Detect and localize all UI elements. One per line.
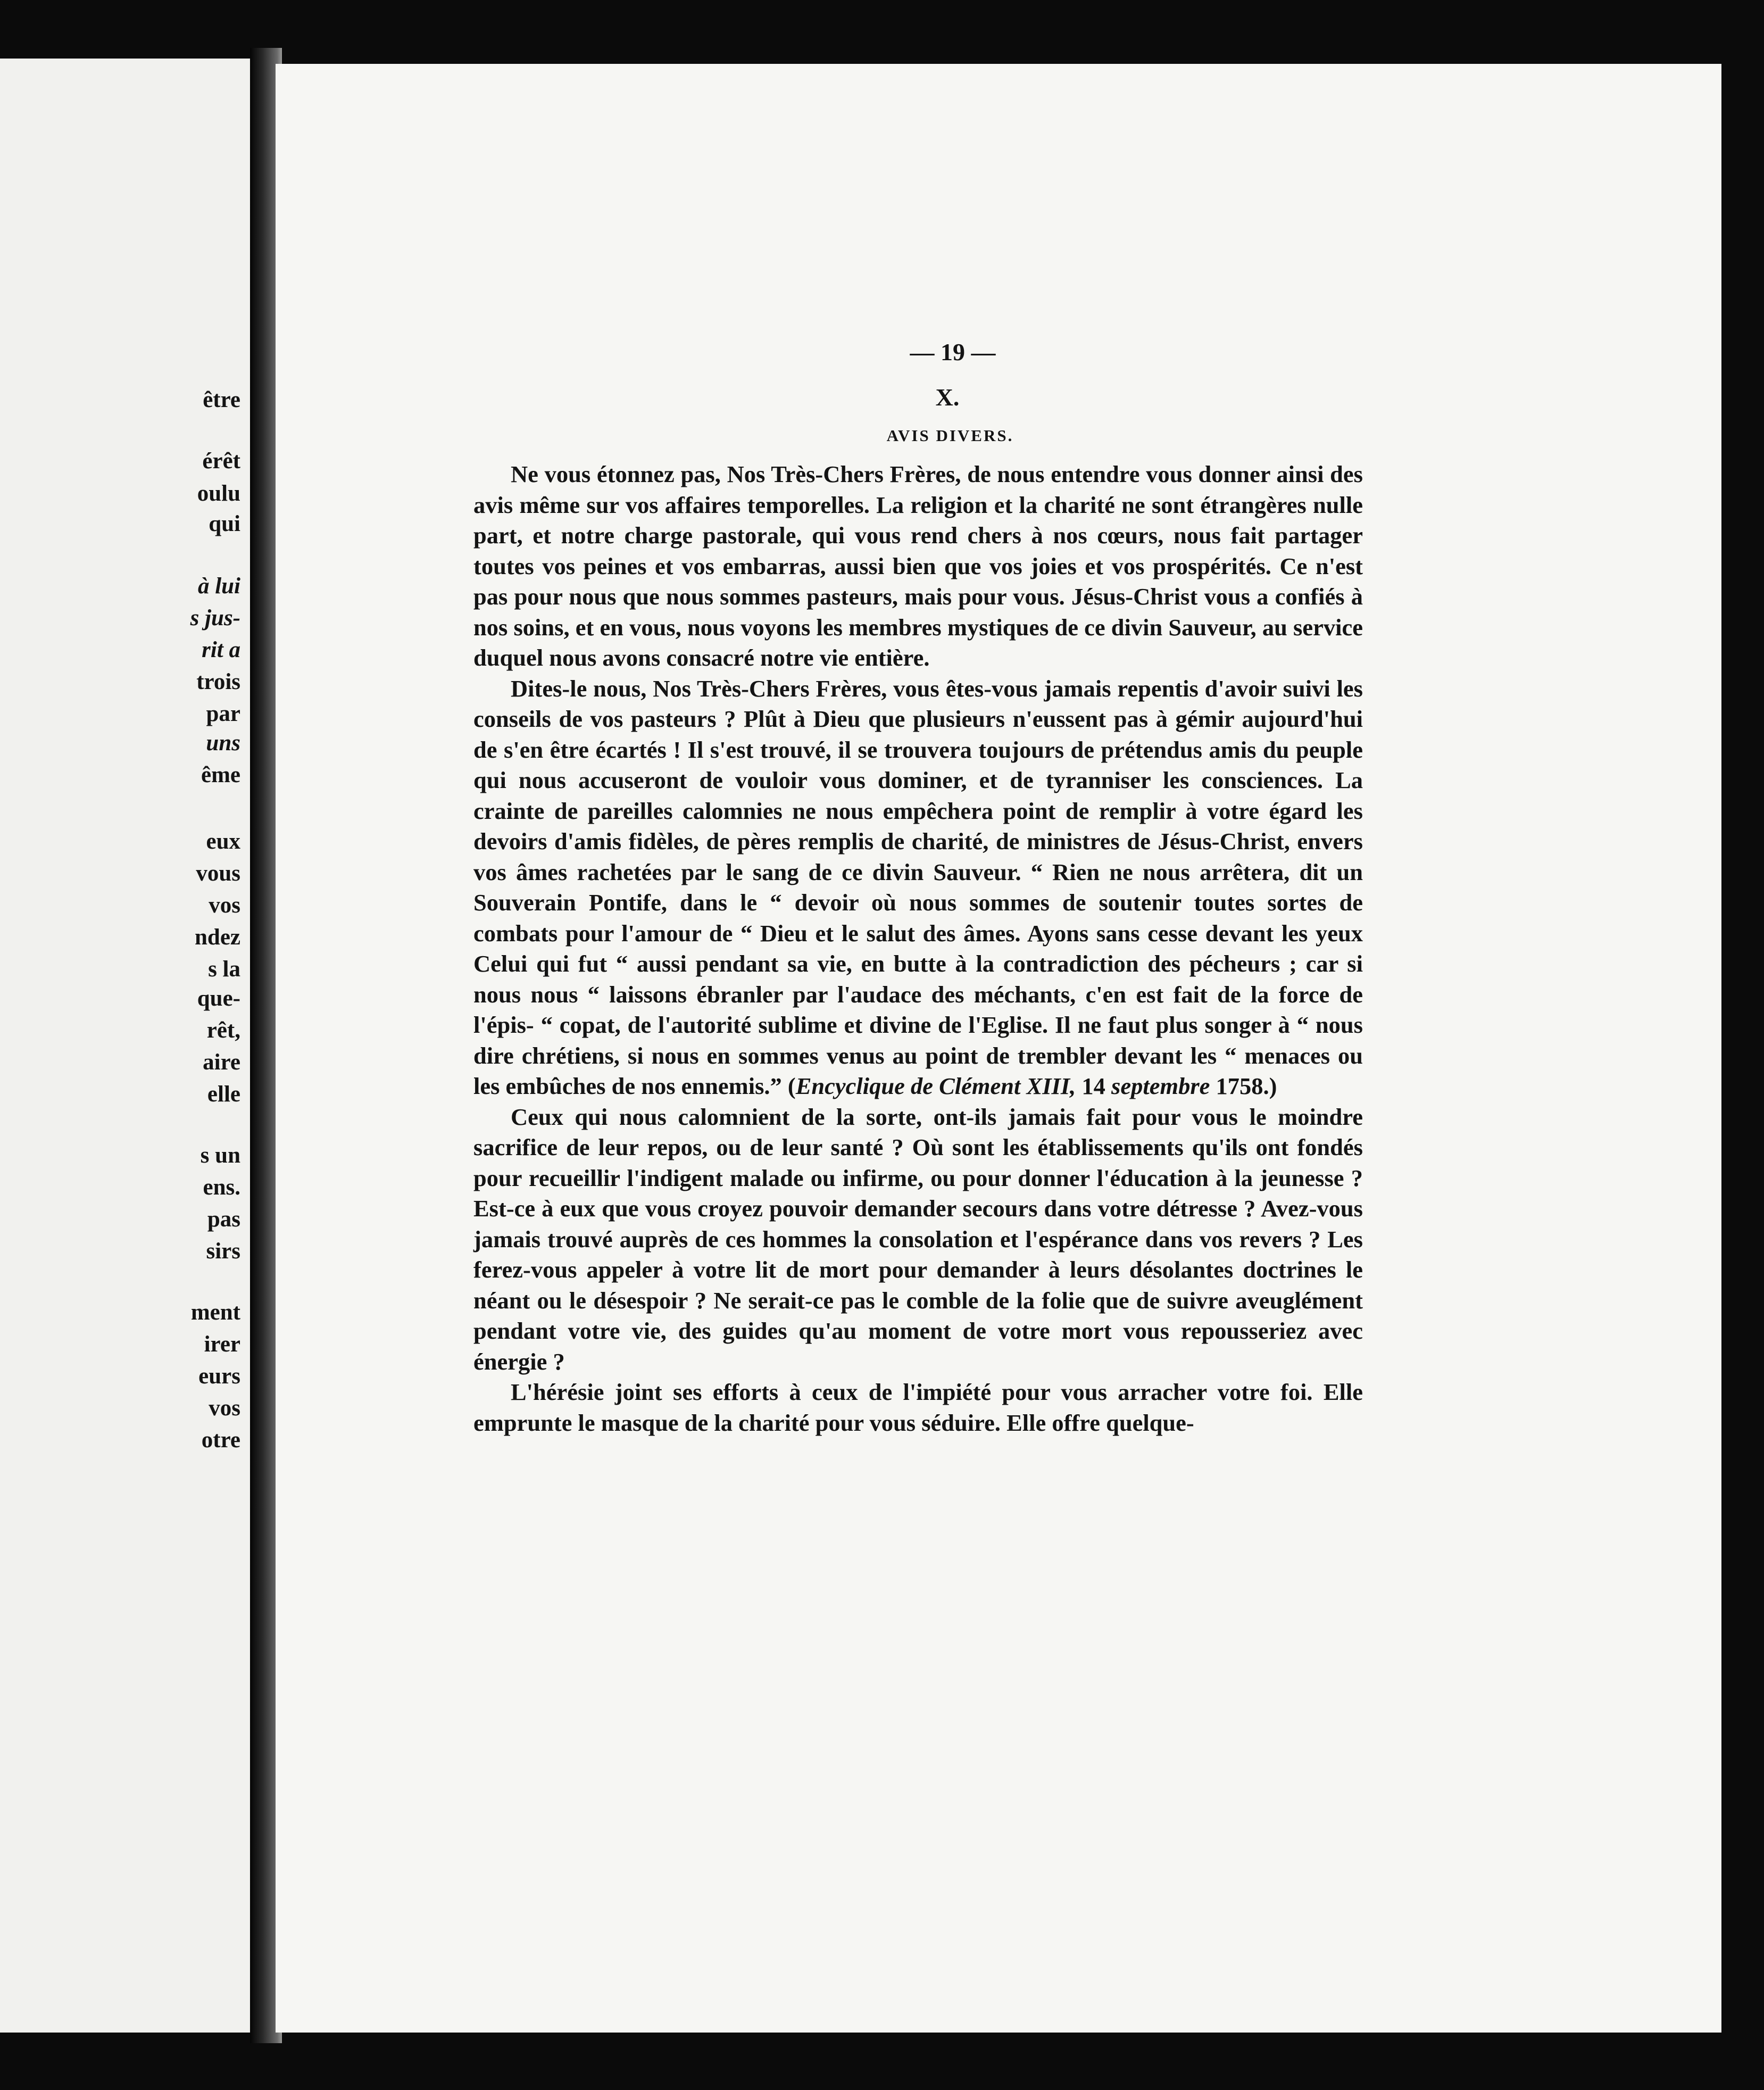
left-page-fragment: ndez	[195, 925, 240, 950]
left-page-fragment: uns	[206, 731, 240, 756]
left-page-fragment: être	[203, 387, 240, 412]
section-number: X.	[935, 384, 960, 411]
left-page-fragment: rit a	[202, 637, 240, 662]
left-page-fragment: s la	[208, 957, 240, 982]
left-page-fragment: érêt	[202, 449, 240, 474]
left-page-fragment: oulu	[197, 481, 240, 506]
left-page-fragment: vos	[209, 893, 240, 918]
left-page-fragment: ens.	[203, 1175, 240, 1200]
left-page-fragment: trois	[196, 669, 240, 694]
paragraph-text: Ceux qui nous calomnient de la sorte, ont-ils jamais fait pour vous le moindre sacrifice de leur repos, ou de leur santé ? Où sont les établissements qu'ils ont fondés pour recueillir l'indigent malade ou infirme, ou pour donner l'éducation à la jeunesse ? Est-ce à eux que vous croyez pouvoir demander secours dans votre détresse ? Avez-vous jamais trouvé auprès de ces hommes la consolation et l'espérance dans vos revers ? Les ferez-vous appeler à votre lit de mort pour demander à leurs désolantes doctrines le néant ou le désespoir ? Ne serait-ce pas le comble de la folie que de suivre aveuglément pendant votre vie, des guides qu'au moment de votre mort vous repousseriez avec énergie ?	[473, 1103, 1363, 1375]
citation-day: 14	[1076, 1073, 1112, 1099]
left-page-fragment: eux	[206, 829, 240, 854]
left-page-fragment: s jus-	[190, 606, 240, 631]
page-number: — 19 —	[910, 338, 996, 366]
paragraph-text: Dites-le nous, Nos Très-Chers Frères, vous êtes-vous jamais repentis d'avoir suivi les conseils de vos pasteurs ? Plût à Dieu que plusieurs n'eussent pas à gémir aujourd'hui de s'en être écartés ! Il s'est trouvé, il se trouvera toujours de prétendus amis du peuple qui nous accuseront de vouloir vous dominer, et de tyranniser les consciences. La crainte de pareilles calomnies ne nous empêchera point de remplir à votre égard les devoirs d'amis fidèles, de pères remplis de charité, de ministres de Jésus-Christ, envers vos âmes rachetées par le sang de ce divin Sauveur. “ Rien ne nous arrêtera, dit un Souverain Pontife, dans le “ devoir où nous sommes de soutenir toutes sortes de combats pour l'amour de “ Dieu et le salut des âmes. Ayons sans cesse devant les yeux Celui qui fut “ aussi pendant sa vie, en butte à la contradiction des pécheurs ; car si nous nous “ laissons ébranler par l'audace des méchants, c'en est fait de la force de l'épis- “ copat, de l'autorité sublime et divine de l'Eglise. Il ne faut plus songer à “ nous dire chrétiens, si nous en sommes venus au point de trembler devant les “ menaces ou les embûches de nos ennemis.” (	[473, 675, 1363, 1099]
paragraph-text: Ne vous étonnez pas, Nos Très-Chers Frères, de nous entendre vous donner ainsi des avis même sur vos affaires temporelles. La religion et la charité ne sont étrangères nulle part, et notre charge pastorale, qui vous rend chers à nos cœurs, nous fait partager toutes vos peines et vos embarras, aussi bien que vos joies et vos prospérités. Ce n'est pas pour nous que nous sommes pasteurs, mais pour vous. Jésus-Christ vous a confiés à nos soins, et en vous, nous voyons les membres mystiques de ce divin Sauveur, au service duquel nous avons consacré notre vie entière.	[473, 461, 1363, 671]
paragraph-text: L'hérésie joint ses efforts à ceux de l'impiété pour vous arracher votre foi. Elle emprunte le masque de la charité pour vous séduire. Elle offre quelque-	[473, 1379, 1363, 1436]
page-text-block	[473, 338, 1363, 1438]
paragraph	[473, 1377, 1363, 1438]
left-page-fragment: rêt,	[206, 1018, 240, 1043]
left-page-fragment: que-	[197, 986, 240, 1011]
paragraph	[473, 1102, 1363, 1378]
paragraph	[473, 674, 1363, 1102]
left-page-fragment: vos	[209, 1396, 240, 1421]
left-page-fragment: par	[206, 701, 240, 726]
left-page-fragment: s un	[200, 1143, 240, 1168]
left-page-fragment: sirs	[206, 1239, 240, 1264]
left-page-fragment: eurs	[198, 1364, 240, 1389]
left-page-fragment: irer	[204, 1332, 240, 1357]
left-page-fragment: ême	[201, 762, 240, 787]
citation-month: septembre	[1111, 1073, 1210, 1099]
paragraph	[473, 459, 1363, 674]
citation-year: 1758.)	[1210, 1073, 1277, 1099]
left-page-fragment: à lui	[197, 574, 240, 599]
left-page-fragment: pas	[207, 1207, 240, 1232]
left-page-fragment: aire	[203, 1050, 240, 1075]
left-page-fragment: ment	[190, 1300, 240, 1325]
citation-title: Encyclique de Clément XIII,	[795, 1073, 1076, 1099]
main-page	[276, 64, 1721, 2033]
left-page-fragment: elle	[207, 1082, 240, 1107]
left-page-fragment: otre	[201, 1428, 240, 1453]
left-page-fragment: qui	[209, 511, 240, 536]
left-page-fragment: vous	[196, 861, 240, 886]
left-facing-page	[0, 59, 250, 2033]
section-title: AVIS DIVERS.	[886, 426, 1014, 445]
